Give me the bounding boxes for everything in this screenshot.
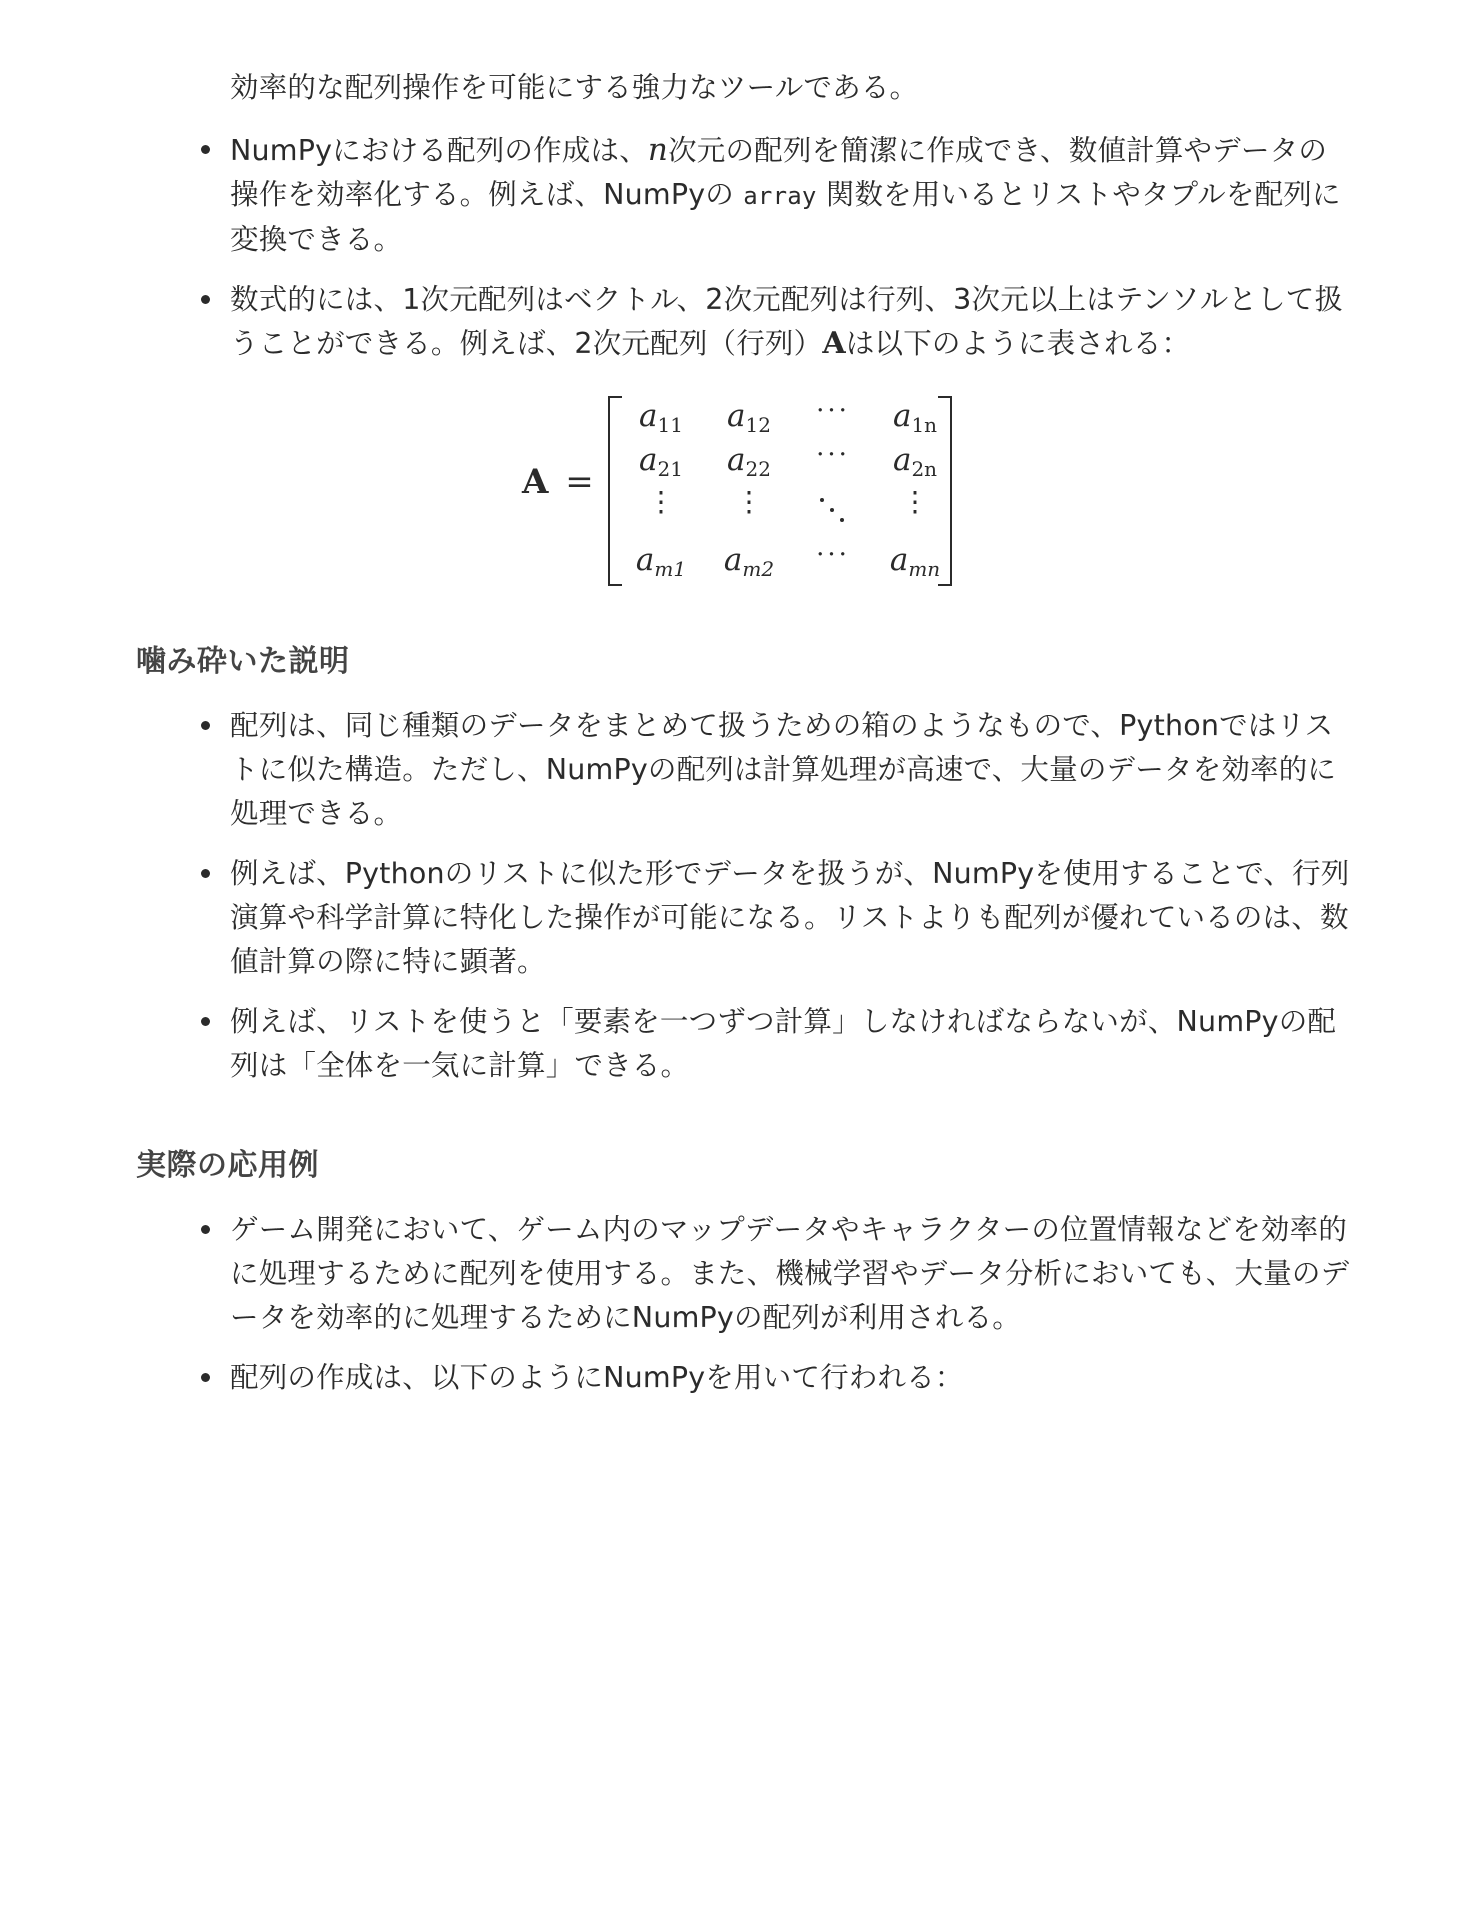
section-heading-explanation: 噛み砕いた説明 [136, 644, 350, 679]
matrix-equals: = [565, 462, 594, 502]
matrix-equation [520, 392, 960, 592]
list-item [0, 1000, 1350, 1088]
bullet-dot-icon [201, 869, 210, 878]
bullet-dot-icon [201, 721, 210, 730]
matrix-cell: $a_{1n}$ [892, 398, 938, 437]
list-item [0, 1356, 1350, 1400]
explanation-bullet-list [0, 704, 1484, 1104]
list-item [0, 1208, 1350, 1340]
list-item [0, 128, 1350, 262]
applications-bullet-list [0, 1208, 1484, 1416]
math-matrix-symbol: A [822, 326, 846, 361]
bullet-text-tail: 関数を用いるとリストやタプルを配列に変換できる。 [230, 178, 1341, 256]
intro-line: 効率的な配列操作を可能にする強力なツールである。 [230, 71, 919, 104]
bullet-text-pre: NumPyにおける配列の作成は、 [230, 134, 648, 167]
matrix-cell: $a_{mn}$ [889, 542, 941, 581]
bullet-text: ゲーム開発において、ゲーム内のマップデータやキャラクターの位置情報などを効率的に処理するために配列を使用する。また、機械学習やデータ分析においても、大量のデータを効率的に処理するためにNumPyの配列が利用される。 [230, 1213, 1350, 1334]
matrix-cell: $a_{11}$ [639, 398, 683, 437]
bullet-dot-icon [201, 295, 210, 304]
matrix-cell: $a_{22}$ [727, 442, 771, 481]
bullet-dot-icon [201, 145, 210, 154]
top-bullet-list [0, 128, 1484, 382]
bullet-text: 配列の作成は、以下のようにNumPyを用いて行われる： [230, 1361, 964, 1394]
bullet-text-pre: 数式的には、1次元配列はベクトル、2次元配列は行列、3次元以上はテンソルとして扱うことができる。例えば、2次元配列（行列） [230, 283, 1344, 360]
bullet-text-post: は以下のように表される： [845, 327, 1191, 360]
matrix-cdots: ··· [816, 540, 850, 570]
matrix-vdots: ⋮ [647, 485, 675, 518]
matrix-cell: $a_{21}$ [639, 442, 683, 481]
matrix-lhs [522, 462, 594, 502]
matrix-cell: $a_{m1}$ [635, 542, 687, 581]
math-variable-n: n [647, 132, 669, 168]
inline-code: array [743, 182, 817, 210]
bullet-text: 配列は、同じ種類のデータをまとめて扱うための箱のようなもので、Pythonではリストに似た構造。ただし、NumPyの配列は計算処理が高速で、大量のデータを効率的に処理できる。 [230, 709, 1337, 830]
list-item [0, 704, 1350, 836]
matrix-cdots: ··· [816, 440, 850, 470]
matrix-cell: $a_{m2}$ [723, 542, 775, 581]
list-item [0, 278, 1350, 366]
bullet-text: 例えば、Pythonのリストに似た形でデータを扱うが、NumPyを使用することで、行列演算や科学計算に特化した操作が可能になる。リストよりも配列が優れているのは、数値計算の際に特に顕著。 [230, 857, 1350, 978]
matrix-ddots [798, 492, 868, 542]
bullet-text-post: 次元の配列を簡潔に作成でき、数値計算やデータの操作を効率化する。例えば、NumPyの [230, 134, 1328, 211]
list-item [0, 852, 1350, 984]
matrix-cell: $a_{2n}$ [892, 442, 938, 481]
matrix-vdots: ⋮ [735, 485, 763, 518]
matrix-cell: $a_{12}$ [727, 398, 771, 437]
section-heading-applications: 実際の応用例 [136, 1148, 319, 1183]
matrix-cdots: ··· [816, 396, 850, 426]
matrix-lhs-symbol: A [522, 462, 549, 502]
bullet-dot-icon [201, 1373, 210, 1382]
matrix-vdots: ⋮ [901, 485, 929, 518]
bullet-dot-icon [201, 1017, 210, 1026]
bullet-dot-icon [201, 1225, 210, 1234]
bullet-text: 例えば、リストを使うと「要素を一つずつ計算」しなければならないが、NumPyの配列は「全体を一気に計算」できる。 [230, 1005, 1337, 1082]
